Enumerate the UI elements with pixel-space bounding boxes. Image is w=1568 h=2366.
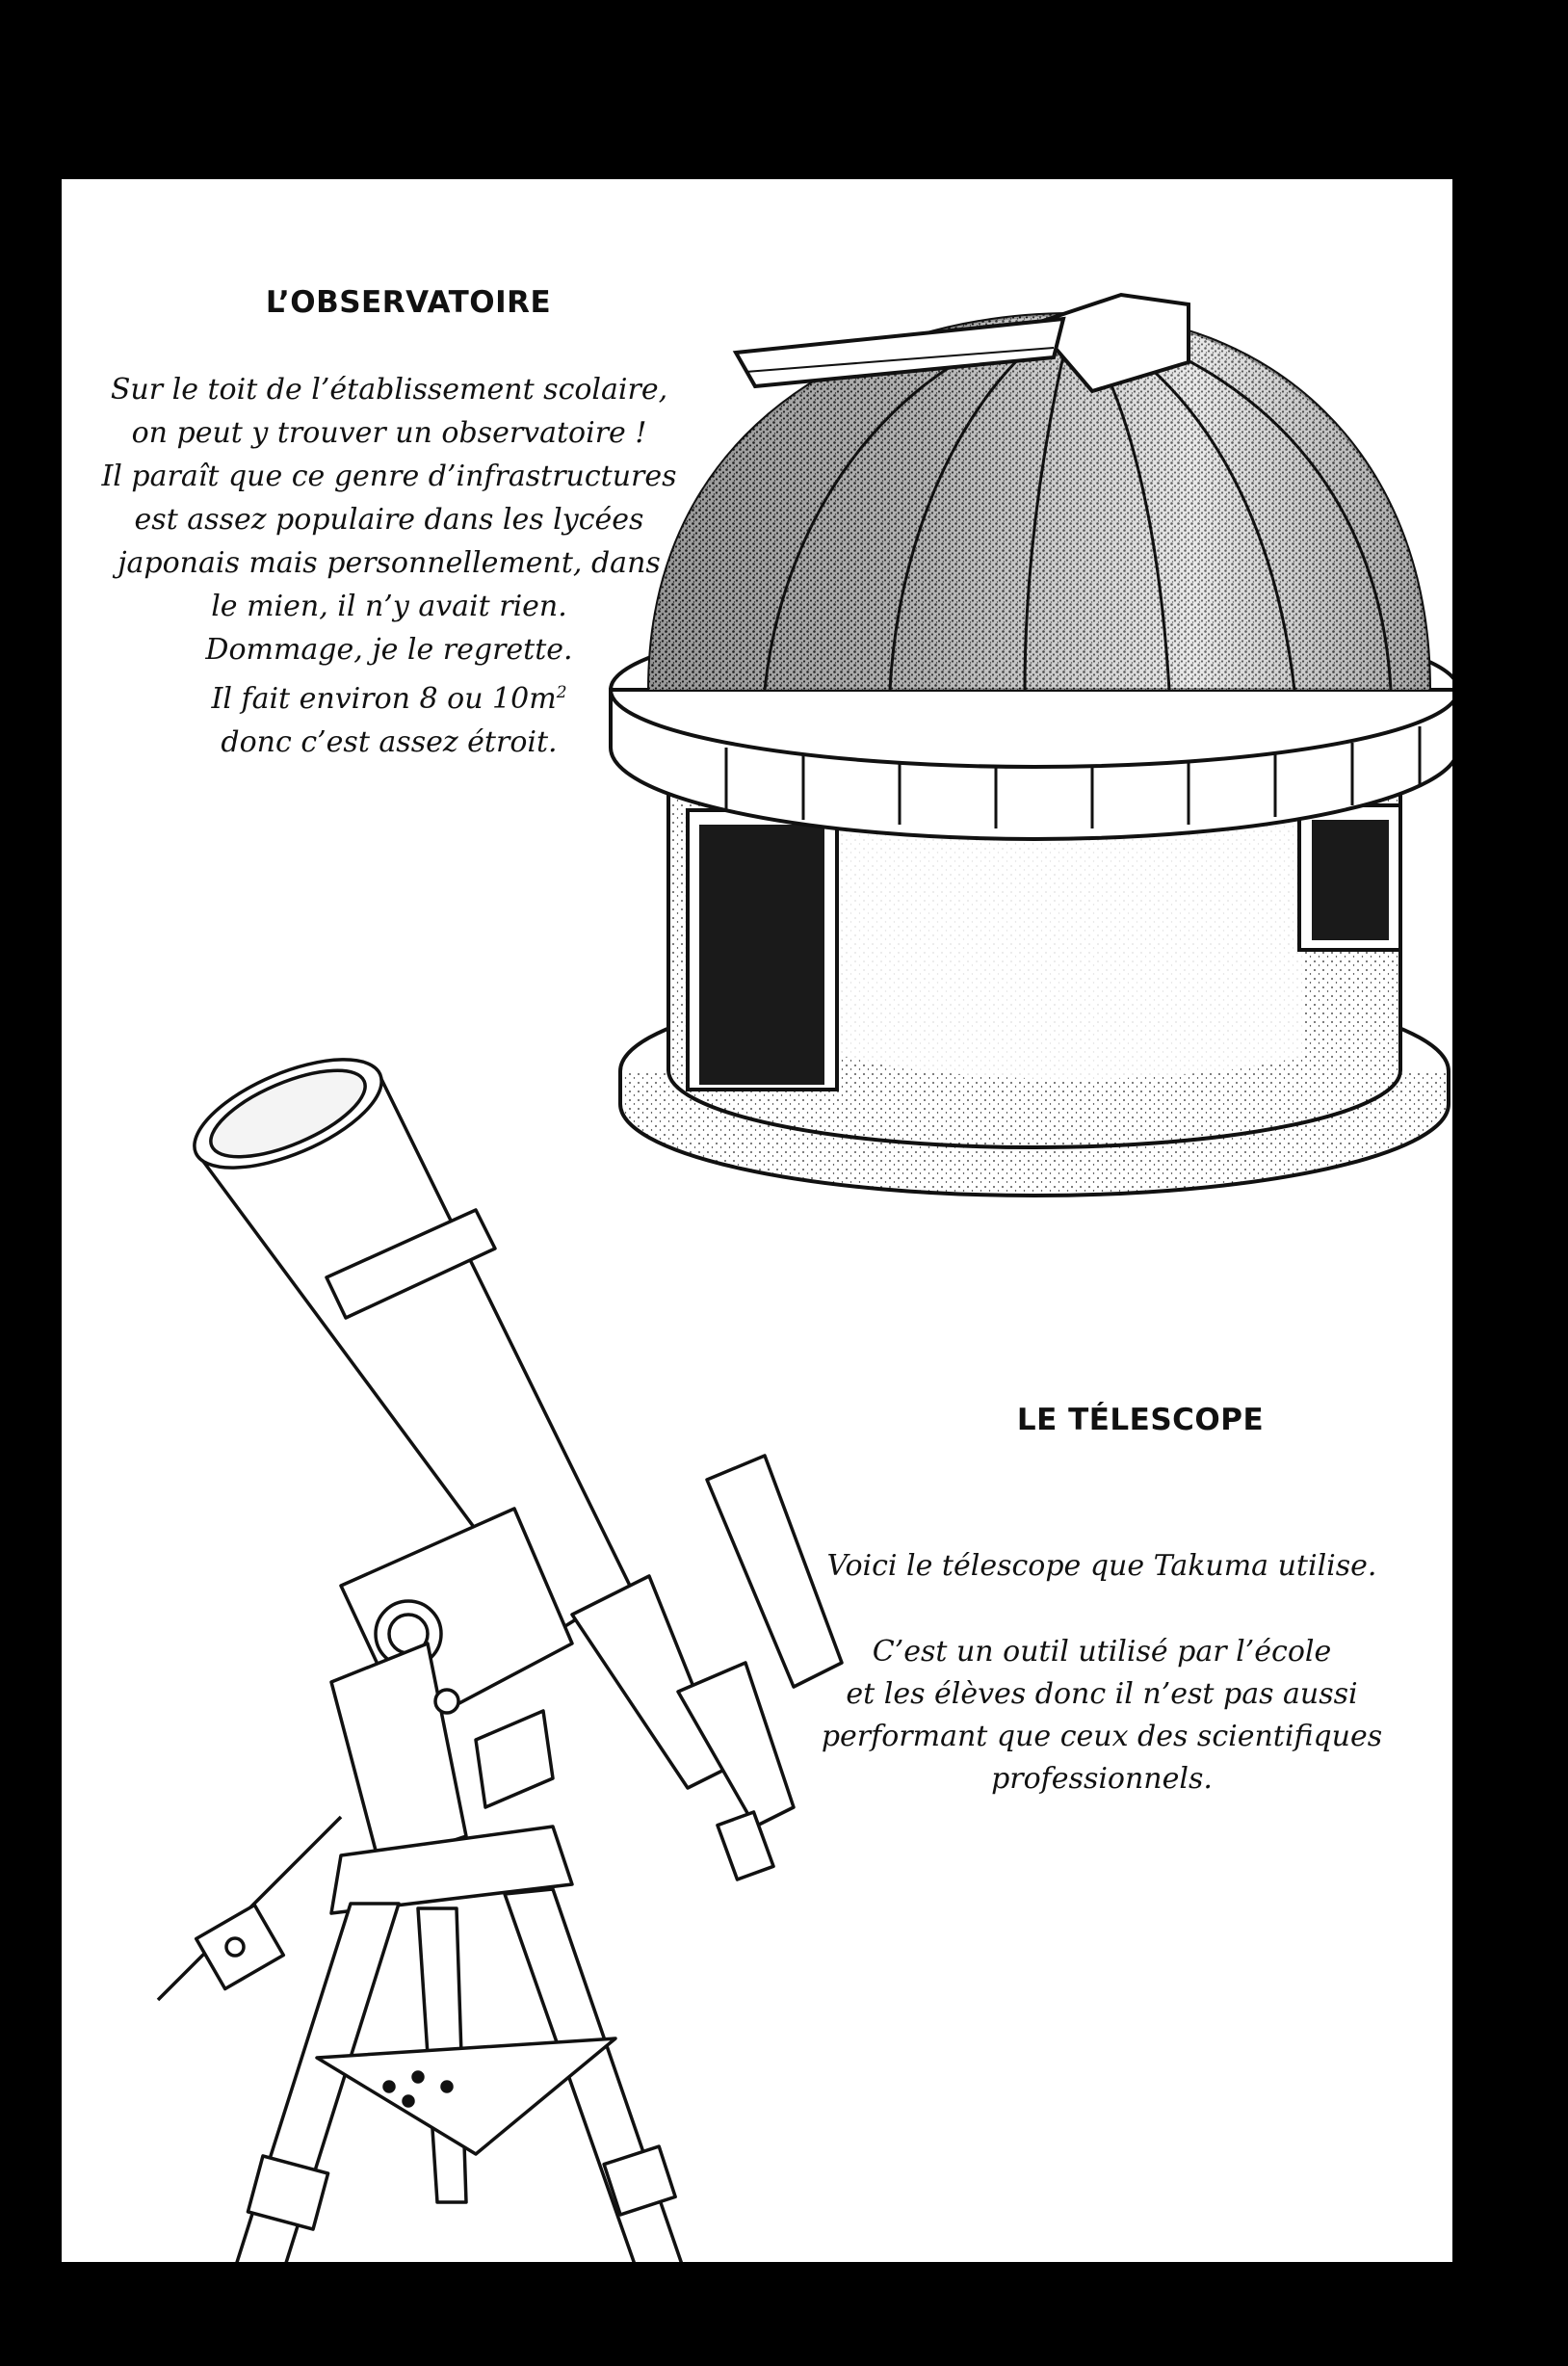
observatory-line: on peut y trouver un observatoire ! bbox=[131, 416, 647, 450]
observatory-line: Sur le toit de l’établissement scolaire, bbox=[110, 373, 668, 407]
observatory-area-line bbox=[81, 671, 697, 721]
observatory-line: Dommage, je le regrette. bbox=[205, 633, 573, 667]
telescope-heading: LE TÉLESCOPE bbox=[1016, 1403, 1265, 1437]
telescope-intro: Voici le télescope que Takuma utilise. bbox=[826, 1549, 1377, 1583]
observatory-area-text: Il fait environ 8 ou 10m bbox=[211, 682, 557, 716]
observatory-line: est assez populaire dans les lycées bbox=[134, 503, 644, 537]
manga-page bbox=[62, 179, 1452, 2262]
telescope-line: et les élèves donc il n’est pas aussi bbox=[846, 1677, 1358, 1711]
area-exponent: 2 bbox=[556, 683, 567, 702]
telescope-line: professionnels. bbox=[991, 1762, 1213, 1796]
observatory-description bbox=[81, 368, 697, 764]
telescope-tripod-illustration bbox=[91, 969, 823, 2241]
observatory-line: japonais mais personnellement, dans bbox=[118, 546, 661, 580]
observatory-heading: L’OBSERVATOIRE bbox=[265, 285, 552, 320]
telescope-description bbox=[736, 1631, 1452, 1801]
telescope-line: C’est un outil utilisé par l’école bbox=[872, 1635, 1332, 1669]
observatory-line: Il paraît que ce genre d’infrastructures bbox=[101, 460, 677, 493]
telescope-line: performant que ceux des scientifiques bbox=[821, 1720, 1383, 1753]
observatory-line: le mien, il n’y avait rien. bbox=[211, 590, 567, 623]
observatory-line: donc c’est assez étroit. bbox=[221, 725, 558, 759]
